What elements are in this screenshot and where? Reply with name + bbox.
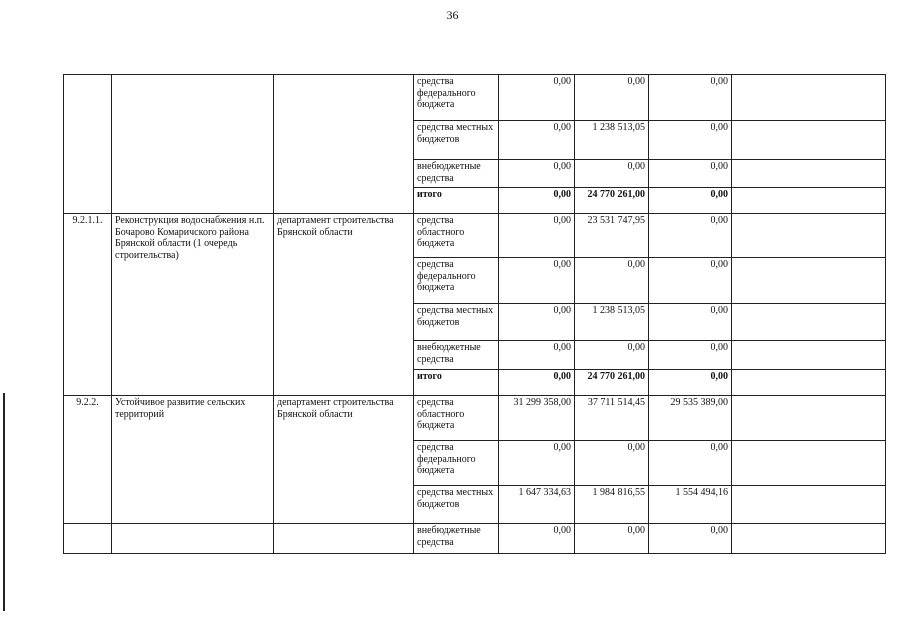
source-cell: средства федерального бюджета [414, 441, 499, 486]
value-cell: 0,00 [499, 75, 575, 121]
source-cell: средства федерального бюджета [414, 258, 499, 304]
value-cell: 24 770 261,00 [575, 188, 649, 214]
value-cell: 0,00 [499, 258, 575, 304]
value-cell: 31 299 358,00 [499, 396, 575, 441]
executor-cell [274, 75, 414, 214]
value-cell: 37 711 514,45 [575, 396, 649, 441]
name-cell [112, 524, 274, 554]
value-cell: 0,00 [649, 188, 732, 214]
empty-cell [732, 160, 886, 188]
value-cell: 0,00 [575, 160, 649, 188]
source-cell: внебюджетные средства [414, 160, 499, 188]
value-cell: 0,00 [649, 524, 732, 554]
code-cell: 9.2.1.1. [64, 214, 112, 396]
executor-cell: департамент строительства Брянской области [274, 214, 414, 396]
value-cell: 0,00 [499, 160, 575, 188]
empty-cell [732, 304, 886, 341]
source-cell: средства федерального бюджета [414, 75, 499, 121]
source-cell: средства местных бюджетов [414, 486, 499, 524]
source-cell: средства областного бюджета [414, 396, 499, 441]
table-row [64, 396, 886, 441]
value-cell: 0,00 [499, 524, 575, 554]
value-cell: 0,00 [499, 304, 575, 341]
value-cell: 0,00 [575, 258, 649, 304]
budget-table [63, 74, 886, 554]
name-cell: Реконструкция водоснабжения н.п. Бочарово Комаричского района Брянской области (1 очередь строительства) [112, 214, 274, 396]
empty-cell [732, 188, 886, 214]
page-number: 36 [446, 8, 459, 22]
source-cell: внебюджетные средства [414, 341, 499, 370]
empty-cell [732, 441, 886, 486]
value-cell: 29 535 389,00 [649, 396, 732, 441]
name-cell [112, 75, 274, 214]
value-cell: 0,00 [575, 341, 649, 370]
table-row [64, 75, 886, 121]
empty-cell [732, 341, 886, 370]
executor-cell: департамент строительства Брянской области [274, 396, 414, 524]
value-cell: 0,00 [499, 441, 575, 486]
total-label-cell: итого [414, 188, 499, 214]
empty-cell [732, 258, 886, 304]
source-cell: средства местных бюджетов [414, 304, 499, 341]
value-cell: 0,00 [649, 258, 732, 304]
table-row [64, 524, 886, 554]
code-cell: 9.2.2. [64, 396, 112, 524]
value-cell: 1 238 513,05 [575, 304, 649, 341]
value-cell: 0,00 [499, 121, 575, 160]
value-cell: 0,00 [649, 441, 732, 486]
value-cell: 23 531 747,95 [575, 214, 649, 258]
value-cell: 0,00 [575, 524, 649, 554]
empty-cell [732, 524, 886, 554]
value-cell: 1 647 334,63 [499, 486, 575, 524]
value-cell: 0,00 [649, 160, 732, 188]
value-cell: 0,00 [575, 441, 649, 486]
executor-cell [274, 524, 414, 554]
total-label-cell: итого [414, 370, 499, 396]
value-cell: 0,00 [649, 214, 732, 258]
code-cell [64, 75, 112, 214]
value-cell: 0,00 [575, 75, 649, 121]
value-cell: 0,00 [499, 370, 575, 396]
name-cell: Устойчивое развитие сельских территорий [112, 396, 274, 524]
value-cell: 1 554 494,16 [649, 486, 732, 524]
value-cell: 0,00 [649, 370, 732, 396]
value-cell: 0,00 [649, 304, 732, 341]
value-cell: 24 770 261,00 [575, 370, 649, 396]
value-cell: 0,00 [649, 121, 732, 160]
value-cell: 1 238 513,05 [575, 121, 649, 160]
source-cell: средства областного бюджета [414, 214, 499, 258]
value-cell: 0,00 [499, 188, 575, 214]
empty-cell [732, 75, 886, 121]
value-cell: 0,00 [649, 75, 732, 121]
value-cell: 0,00 [499, 214, 575, 258]
source-cell: средства местных бюджетов [414, 121, 499, 160]
value-cell: 1 984 816,55 [575, 486, 649, 524]
empty-cell [732, 214, 886, 258]
value-cell: 0,00 [499, 341, 575, 370]
code-cell [64, 524, 112, 554]
source-cell: внебюджетные средства [414, 524, 499, 554]
empty-cell [732, 396, 886, 441]
empty-cell [732, 121, 886, 160]
scan-edge-mark [3, 393, 5, 611]
empty-cell [732, 370, 886, 396]
table-row [64, 214, 886, 258]
value-cell: 0,00 [649, 341, 732, 370]
empty-cell [732, 486, 886, 524]
